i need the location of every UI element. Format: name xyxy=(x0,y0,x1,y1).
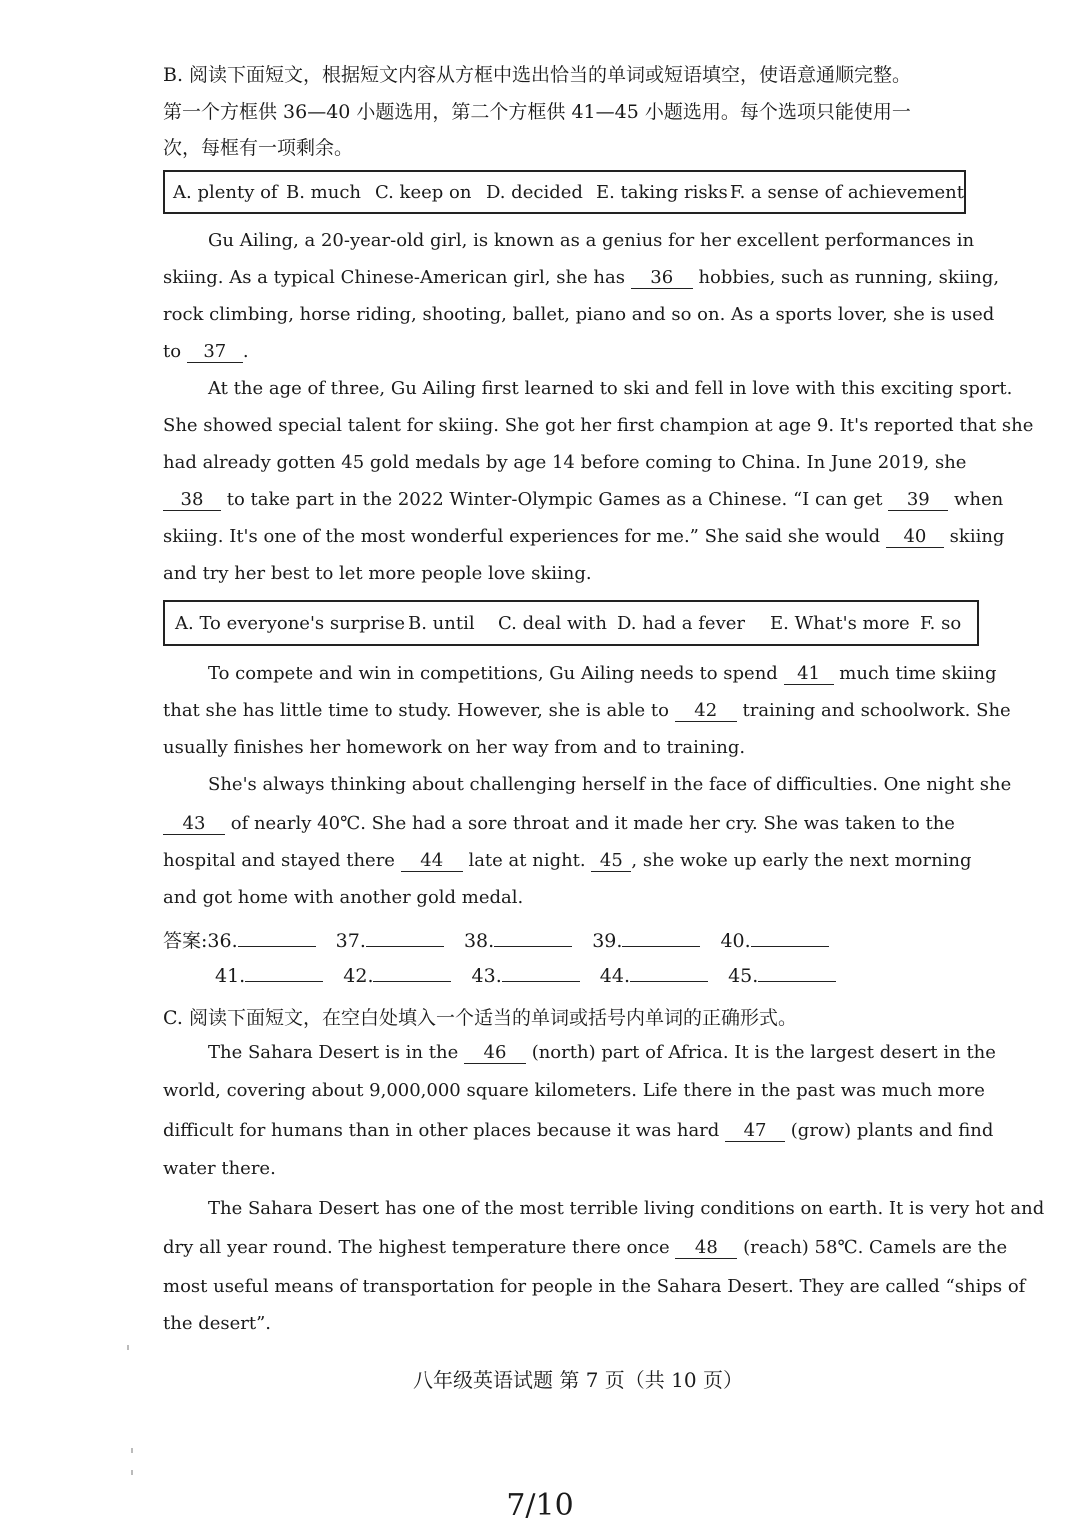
section-b-instruction-1: B. 阅读下面短文，根据短文内容从方框中选出恰当的单词或短语填空，使语意通顺完整。 xyxy=(163,64,912,86)
p4-line-3: hospital and stayed there 44 late at night. 45 , she woke up early the next morning xyxy=(163,850,972,871)
answer-label: 答案: xyxy=(163,930,208,952)
c-p1-line-3: difficult for humans than in other places because it was hard 47 (grow) plants and find xyxy=(163,1120,994,1141)
answer-43-field[interactable] xyxy=(502,964,580,982)
blank-38[interactable]: 38 xyxy=(163,489,221,511)
section-b-instruction-3: 次，每框有一项剩余。 xyxy=(163,137,354,159)
box2-option-a: A. To everyone's surprise xyxy=(175,612,406,634)
answer-41-field[interactable] xyxy=(245,964,323,982)
c-p2-line-2: dry all year round. The highest temperature there once 48 (reach) 58℃. Camels are the xyxy=(163,1237,1008,1258)
blank-48[interactable]: 48 xyxy=(675,1237,737,1259)
option-box-2 xyxy=(163,600,979,646)
c-p1-line-4: water there. xyxy=(163,1158,276,1179)
p2-line-6: and try her best to let more people love skiing. xyxy=(163,563,592,584)
page-number: 7/10 xyxy=(506,1488,574,1523)
page-footer: 八年级英语试题 第 7 页（共 10 页） xyxy=(413,1368,743,1392)
c-p2-line-4: the desert”. xyxy=(163,1313,272,1334)
p2-line-5: skiing. It's one of the most wonderful experiences for me.” She said she would 40 skiing xyxy=(163,526,1005,547)
answer-45-field[interactable] xyxy=(758,964,836,982)
answer-40-field[interactable] xyxy=(751,929,829,947)
scan-speck xyxy=(127,1345,129,1350)
section-c-instruction: C. 阅读下面短文，在空白处填入一个适当的单词或括号内单词的正确形式。 xyxy=(163,1007,797,1029)
box1-option-b: B. much xyxy=(285,181,361,203)
option-box-1 xyxy=(163,170,966,214)
box2-option-b: B. until xyxy=(408,612,475,634)
p3-line-2: that she has little time to study. However, she is able to 42 training and schoolwork. She xyxy=(163,700,1011,721)
p2-line-2: She showed special talent for skiing. She got her first champion at age 9. It's reported that she xyxy=(163,415,1034,436)
blank-41[interactable]: 41 xyxy=(784,663,834,685)
answer-37-field[interactable] xyxy=(366,929,444,947)
p1-line-3: rock climbing, horse riding, shooting, ballet, piano and so on. As a sports lover, she is used xyxy=(163,304,995,325)
p1-line-1: Gu Ailing, a 20-year-old girl, is known as a genius for her excellent performances in xyxy=(208,230,975,251)
answer-36-field[interactable] xyxy=(238,929,316,947)
answer-row-1: 答案:36. 37. 38. 39. 40. xyxy=(163,926,829,953)
p2-line-3: had already gotten 45 gold medals by age 14 before coming to China. In June 2019, she xyxy=(163,452,967,473)
box2-option-f: F. so xyxy=(920,612,962,634)
blank-42[interactable]: 42 xyxy=(675,700,737,722)
answer-39-field[interactable] xyxy=(622,929,700,947)
box1-option-c: C. keep on xyxy=(374,181,472,203)
scan-speck xyxy=(131,1470,133,1475)
blank-47[interactable]: 47 xyxy=(725,1120,785,1142)
answer-38-field[interactable] xyxy=(494,929,572,947)
box2-option-e: E. What's more xyxy=(770,612,910,634)
c-p2-line-3: most useful means of transportation for people in the Sahara Desert. They are called “ships of xyxy=(163,1276,1026,1297)
box2-option-c: C. deal with xyxy=(498,612,607,634)
blank-43[interactable]: 43 xyxy=(163,813,225,835)
blank-44[interactable]: 44 xyxy=(401,850,463,872)
p3-line-3: usually finishes her homework on her way from and to training. xyxy=(163,737,746,758)
p4-line-4: and got home with another gold medal. xyxy=(163,887,524,908)
box1-option-a: A. plenty of xyxy=(173,181,278,203)
c-p2-line-1: The Sahara Desert has one of the most terrible living conditions on earth. It is very hot and xyxy=(208,1198,1045,1219)
blank-37[interactable]: 37 xyxy=(187,341,243,363)
blank-45[interactable]: 45 xyxy=(591,850,631,872)
box1-option-e: E. taking risks xyxy=(595,181,728,203)
answer-44-field[interactable] xyxy=(630,964,708,982)
p4-line-1: She's always thinking about challenging herself in the face of difficulties. One night she xyxy=(208,774,1012,795)
c-p1-line-1: The Sahara Desert is in the 46 (north) part of Africa. It is the largest desert in the xyxy=(208,1042,996,1063)
blank-39[interactable]: 39 xyxy=(888,489,948,511)
answer-row-2: 41. 42. 43. 44. 45. xyxy=(215,964,836,987)
blank-46[interactable]: 46 xyxy=(464,1042,526,1064)
section-b-instruction-2: 第一个方框供 36—40 小题选用，第二个方框供 41—45 小题选用。每个选项只能使用一 xyxy=(163,101,911,123)
p2-line-1: At the age of three, Gu Ailing first learned to ski and fell in love with this exciting sport. xyxy=(208,378,1013,399)
c-p1-line-2: world, covering about 9,000,000 square kilometers. Life there in the past was much more xyxy=(163,1080,985,1101)
p1-line-4: to 37 . xyxy=(163,341,249,362)
box1-option-f: F. a sense of achievement xyxy=(729,181,965,203)
blank-36[interactable]: 36 xyxy=(631,267,693,289)
blank-40[interactable]: 40 xyxy=(886,526,944,548)
p2-line-4: 38 to take part in the 2022 Winter-Olympic Games as a Chinese. “I can get 39 when xyxy=(163,489,1003,511)
scan-speck xyxy=(131,1448,133,1453)
box2-option-d: D. had a fever xyxy=(617,612,745,634)
p4-line-2: 43 of nearly 40℃. She had a sore throat and it made her cry. She was taken to the xyxy=(163,813,955,835)
p3-line-1: To compete and win in competitions, Gu Ailing needs to spend 41 much time skiing xyxy=(208,663,997,684)
box1-option-d: D. decided xyxy=(485,181,583,203)
p1-line-2: skiing. As a typical Chinese-American girl, she has 36 hobbies, such as running, skiing, xyxy=(163,267,1000,288)
answer-42-field[interactable] xyxy=(373,964,451,982)
